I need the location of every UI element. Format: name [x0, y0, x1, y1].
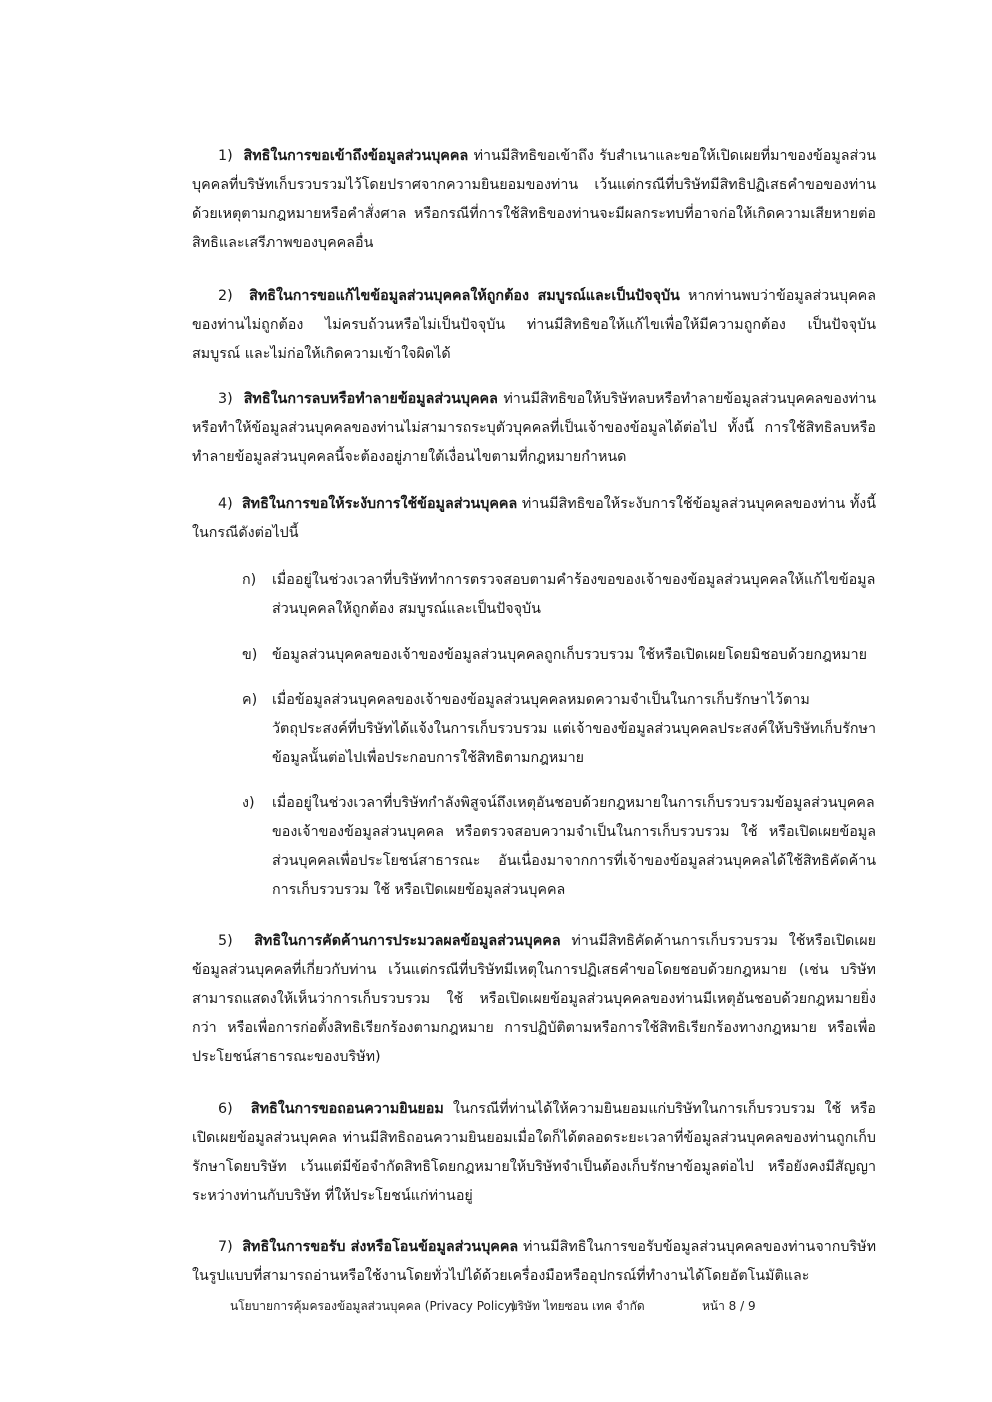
- right-1-heading: สิทธิในการขอเข้าถึงข้อมูลส่วนบุคคล: [243, 148, 469, 164]
- right-6-paragraph: [192, 1095, 876, 1211]
- right-7-heading: สิทธิในการขอรับ ส่งหรือโอนข้อมูลส่วนบุคคล: [242, 1239, 519, 1255]
- right-2-number: 2): [218, 288, 233, 304]
- right-1-number: 1): [218, 148, 233, 164]
- right-5-number: 5): [218, 933, 233, 949]
- subitem-a: [242, 566, 876, 624]
- subitem-c: [242, 686, 876, 773]
- right-5-paragraph: [192, 927, 876, 1072]
- right-6-number: 6): [218, 1101, 233, 1117]
- right-5-body: ท่านมีสิทธิคัดค้านการเก็บรวบรวม ใช้หรือเปิดเผยข้อมูลส่วนบุคคลที่เกี่ยวกับท่าน เว้นแต่กรณีที่บริษัทมีเหตุในการปฏิเสธคำขอโดยชอบด้วยกฎหมาย (เช่น บริษัทสามารถแสดงให้เห็นว่าการเก็บรวบรวม ใช้ หรือเปิดเผยข้อมูลส่วนบุคคลของท่านมีเหตุอันชอบด้วยกฎหมายยิ่งกว่า หรือเพื่อการก่อตั้งสิทธิเรียกร้องตามกฎหมาย การปฏิบัติตามหรือการใช้สิทธิเรียกร้องทางกฎหมาย หรือเพื่อประโยชน์สาธารณะของบริษัท): [192, 933, 876, 1065]
- subitem-c-text: เมื่อข้อมูลส่วนบุคคลของเจ้าของข้อมูลส่วนบุคคลหมดความจำเป็นในการเก็บรักษาไว้ตามวัตถุประสงค์ที่บริษัทได้แจ้งในการเก็บรวบรวม แต่เจ้าของข้อมูลส่วนบุคคลประสงค์ให้บริษัทเก็บรักษาข้อมูลนั้นต่อไปเพื่อประกอบการใช้สิทธิตามกฎหมาย: [272, 692, 876, 766]
- right-2-heading: สิทธิในการขอแก้ไขข้อมูลส่วนบุคคลให้ถูกต้อง สมบูรณ์และเป็นปัจจุบัน: [249, 288, 680, 304]
- subitem-b-mark: ข): [242, 647, 258, 663]
- subitem-c-mark: ค): [242, 692, 258, 708]
- right-7-paragraph: [192, 1233, 876, 1291]
- right-4-paragraph: [192, 490, 876, 548]
- subitem-a-mark: ก): [242, 572, 257, 588]
- right-7-number: 7): [218, 1239, 233, 1255]
- right-4-heading: สิทธิในการขอให้ระงับการใช้ข้อมูลส่วนบุคคล: [241, 496, 518, 512]
- right-6-heading: สิทธิในการขอถอนความยินยอม: [250, 1101, 444, 1117]
- right-1-paragraph: [192, 142, 876, 258]
- right-3-number: 3): [218, 391, 233, 407]
- right-3-body: ท่านมีสิทธิขอให้บริษัทลบหรือทำลายข้อมูลส่วนบุคคลของท่าน หรือทำให้ข้อมูลส่วนบุคคลของท่านไม่สามารถระบุตัวบุคคลที่เป็นเจ้าของข้อมูลได้ต่อไป ทั้งนี้ การใช้สิทธิลบหรือทำลายข้อมูลส่วนบุคคลนี้จะต้องอยู่ภายใต้เงื่อนไขตามที่กฎหมายกำหนด: [192, 391, 877, 465]
- right-2-paragraph: [192, 282, 876, 369]
- right-1-body: ท่านมีสิทธิขอเข้าถึง รับสำเนาและขอให้เปิดเผยที่มาของข้อมูลส่วนบุคคลที่บริษัทเก็บรวบรวมไว้โดยปราศจากความยินยอมของท่าน เว้นแต่กรณีที่บริษัทมีสิทธิปฏิเสธคำขอของท่านด้วยเหตุตามกฎหมายหรือคำสั่งศาล หรือกรณีที่การใช้สิทธิของท่านจะมีผลกระทบที่อาจก่อให้เกิดความเสียหายต่อสิทธิและเสรีภาพของบุคคลอื่น: [192, 148, 876, 251]
- right-3-heading: สิทธิในการลบหรือทำลายข้อมูลส่วนบุคคล: [243, 391, 498, 407]
- right-6-body: ในกรณีที่ท่านได้ให้ความยินยอมแก่บริษัทในการเก็บรวบรวม ใช้ หรือเปิดเผยข้อมูลส่วนบุคคล ท่านมีสิทธิถอนความยินยอมเมื่อใดก็ได้ตลอดระยะเวลาที่ข้อมูลส่วนบุคคลของท่านถูกเก็บรักษาโดยบริษัท เว้นแต่มีข้อจำกัดสิทธิโดยกฎหมายให้บริษัทจำเป็นต้องเก็บรักษาข้อมูลต่อไป หรือยังคงมีสัญญาระหว่างท่านกับบริษัท ที่ให้ประโยชน์แก่ท่านอยู่: [192, 1101, 876, 1204]
- subitem-b-text: ข้อมูลส่วนบุคคลของเจ้าของข้อมูลส่วนบุคคลถูกเก็บรวบรวม ใช้หรือเปิดเผยโดยมิชอบด้วยกฎหมาย: [272, 647, 868, 663]
- subitem-d: [242, 789, 876, 905]
- footer-policy-title: นโยบายการคุ้มครองข้อมูลส่วนบุคคล (Privacy Policy): [230, 1299, 516, 1313]
- footer-company-name: บริษัท ไทยซอน เทค จำกัด: [510, 1299, 645, 1313]
- subitem-b: [242, 641, 876, 670]
- right-2-body: หากท่านพบว่าข้อมูลส่วนบุคคลของท่านไม่ถูกต้อง ไม่ครบถ้วนหรือไม่เป็นปัจจุบัน ท่านมีสิทธิขอให้แก้ไขเพื่อให้มีความถูกต้อง เป็นปัจจุบัน สมบูรณ์ และไม่ก่อให้เกิดความเข้าใจผิดได้: [192, 288, 876, 362]
- subitem-a-text: เมื่ออยู่ในช่วงเวลาที่บริษัททำการตรวจสอบตามคำร้องขอของเจ้าของข้อมูลส่วนบุคคลให้แก้ไขข้อมูลส่วนบุคคลให้ถูกต้อง สมบูรณ์และเป็นปัจจุบัน: [272, 572, 876, 617]
- subitem-d-text: เมื่ออยู่ในช่วงเวลาที่บริษัทกำลังพิสูจน์ถึงเหตุอันชอบด้วยกฎหมายในการเก็บรวบรวมข้อมูลส่วนบุคคลของเจ้าของข้อมูลส่วนบุคคล หรือตรวจสอบความจำเป็นในการเก็บรวบรวม ใช้ หรือเปิดเผยข้อมูลส่วนบุคคลเพื่อประโยชน์สาธารณะ อันเนื่องมาจากการที่เจ้าของข้อมูลส่วนบุคคลได้ใช้สิทธิคัดค้านการเก็บรวบรวม ใช้ หรือเปิดเผยข้อมูลส่วนบุคคล: [272, 795, 876, 898]
- right-5-heading: สิทธิในการคัดค้านการประมวลผลข้อมูลส่วนบุคคล: [254, 933, 561, 949]
- right-4-body: ท่านมีสิทธิขอให้ระงับการใช้ข้อมูลส่วนบุคคลของท่าน ทั้งนี้ ในกรณีดังต่อไปนี้: [192, 496, 877, 541]
- subitem-d-mark: ง): [242, 795, 255, 811]
- footer-page-number: หน้า 8 / 9: [702, 1299, 756, 1313]
- right-4-number: 4): [218, 496, 233, 512]
- right-7-body: ท่านมีสิทธิในการขอรับข้อมูลส่วนบุคคลของท่านจากบริษัทในรูปแบบที่สามารถอ่านหรือใช้งานโดยทั่วไปได้ด้วยเครื่องมือหรืออุปกรณ์ที่ทำงานได้โดยอัตโนมัติและ: [192, 1239, 876, 1284]
- right-3-paragraph: [192, 385, 876, 472]
